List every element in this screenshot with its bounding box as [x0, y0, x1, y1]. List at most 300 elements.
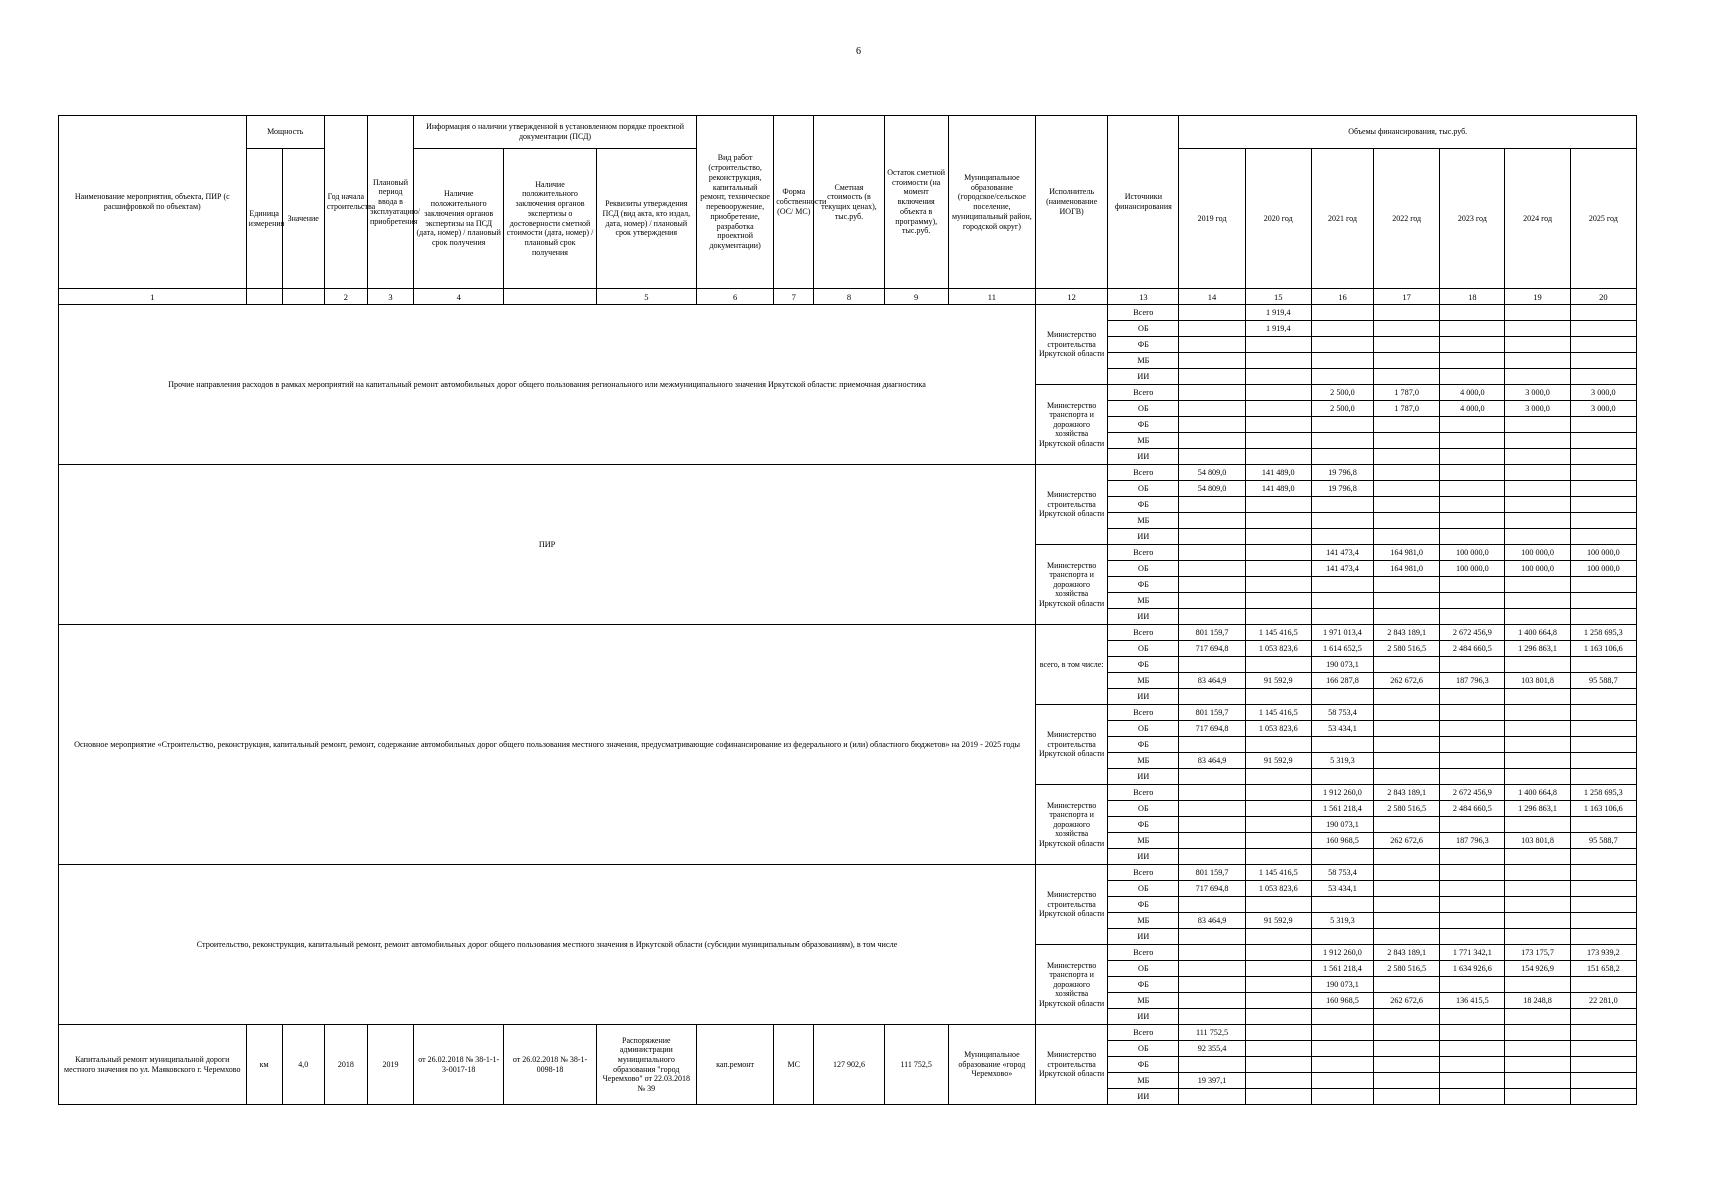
source-cell: МБ [1108, 673, 1179, 689]
value-cell [1570, 593, 1636, 609]
value-cell: 160 968,5 [1311, 833, 1373, 849]
column-number: 16 [1311, 289, 1373, 305]
value-cell: 1 053 823,6 [1245, 641, 1311, 657]
value-cell [1505, 513, 1570, 529]
value-cell [1311, 689, 1373, 705]
column-number: 4 [414, 289, 504, 305]
value-cell [1440, 529, 1505, 545]
value-cell [1440, 897, 1505, 913]
source-cell: ФБ [1108, 497, 1179, 513]
value-cell [1570, 353, 1636, 369]
value-cell [1374, 449, 1440, 465]
value-cell: 3 000,0 [1505, 385, 1570, 401]
table-row [59, 625, 1637, 641]
value-cell [1505, 721, 1570, 737]
value-cell: 190 073,1 [1311, 817, 1373, 833]
value-cell [1570, 529, 1636, 545]
value-cell [1374, 1041, 1440, 1057]
value-cell [1311, 513, 1373, 529]
header-value: Значение [282, 149, 324, 289]
value-cell: 58 753,4 [1311, 865, 1373, 881]
value-cell: 141 473,4 [1311, 561, 1373, 577]
value-cell [1570, 817, 1636, 833]
header-year: 2020 год [1245, 149, 1311, 289]
value-cell [1179, 1089, 1245, 1105]
value-cell [1570, 849, 1636, 865]
value-cell: 151 658,2 [1570, 961, 1636, 977]
value-cell [1440, 449, 1505, 465]
value-cell [1440, 433, 1505, 449]
value-cell: 2 500,0 [1311, 385, 1373, 401]
value-cell: 1 145 416,5 [1245, 625, 1311, 641]
source-cell: Всего [1108, 945, 1179, 961]
column-number: 1 [59, 289, 247, 305]
executor-cell: Министерство транспорта и дорожного хозяйства Иркутской области [1036, 945, 1108, 1025]
source-cell: ИИ [1108, 1009, 1179, 1025]
value-cell [1440, 513, 1505, 529]
value-cell [1440, 497, 1505, 513]
table-row [59, 865, 1637, 881]
value-cell [1570, 577, 1636, 593]
column-number [282, 289, 324, 305]
value-cell: 1 771 342,1 [1440, 945, 1505, 961]
value-cell [1505, 865, 1570, 881]
value-cell [1179, 961, 1245, 977]
column-number: 20 [1570, 289, 1636, 305]
value-cell: 717 694,8 [1179, 641, 1245, 657]
value-cell [1311, 433, 1373, 449]
value-cell [1570, 977, 1636, 993]
value-cell [1374, 465, 1440, 481]
source-cell: ФБ [1108, 1057, 1179, 1073]
value-cell [1374, 977, 1440, 993]
value-cell [1505, 417, 1570, 433]
value-cell [1570, 897, 1636, 913]
page-number: 6 [856, 46, 861, 57]
value-cell [1245, 1089, 1311, 1105]
section-name: Основное мероприятие «Строительство, реконструкция, капитальный ремонт, ремонт, содержание автомобильных дорог общего пользования местного значения, предусматривающие софинансирование из федерального и (или) областного бюджетов» на 2019 - 2025 годы [59, 625, 1036, 865]
value-cell [1179, 433, 1245, 449]
value-cell: 103 801,8 [1505, 673, 1570, 689]
value-cell [1245, 433, 1311, 449]
value-cell [1245, 849, 1311, 865]
value-cell [1374, 705, 1440, 721]
value-cell [1245, 1025, 1311, 1041]
object-plan-period: 2019 [367, 1025, 413, 1105]
source-cell: ИИ [1108, 929, 1179, 945]
value-cell [1179, 609, 1245, 625]
value-cell [1245, 369, 1311, 385]
value-cell: 1 634 926,6 [1440, 961, 1505, 977]
financing-table [58, 115, 1637, 1105]
value-cell [1179, 337, 1245, 353]
value-cell: 2 843 189,1 [1374, 945, 1440, 961]
section-name: Строительство, реконструкция, капитальный ремонт, ремонт автомобильных дорог общего пользования местного значения в Иркутской области (субсидии муниципальным образованиям), в том числе [59, 865, 1036, 1025]
value-cell [1505, 1025, 1570, 1041]
header-executor: Исполнитель (наименование ИОГВ) [1036, 116, 1108, 289]
value-cell [1505, 433, 1570, 449]
value-cell [1505, 881, 1570, 897]
source-cell: МБ [1108, 913, 1179, 929]
value-cell: 187 796,3 [1440, 673, 1505, 689]
source-cell: Всего [1108, 705, 1179, 721]
value-cell: 141 473,4 [1311, 545, 1373, 561]
header-estimate: Сметная стоимость (в текущих ценах), тыс.руб. [814, 116, 884, 289]
value-cell [1311, 417, 1373, 433]
source-cell: Всего [1108, 865, 1179, 881]
header-capacity: Мощность [246, 116, 324, 149]
value-cell [1570, 1073, 1636, 1089]
value-cell [1245, 689, 1311, 705]
value-cell [1245, 961, 1311, 977]
value-cell [1440, 721, 1505, 737]
value-cell [1440, 817, 1505, 833]
header-psd-cost-expertise: Наличие положительного заключения органов экспертизы о достоверности сметной стоимости (дата, номер) / плановый срок получения [504, 149, 596, 289]
value-cell [1311, 337, 1373, 353]
value-cell: 1 258 695,3 [1570, 625, 1636, 641]
value-cell [1440, 353, 1505, 369]
value-cell: 190 073,1 [1311, 657, 1373, 673]
source-cell: ФБ [1108, 897, 1179, 913]
value-cell [1374, 305, 1440, 321]
value-cell [1570, 369, 1636, 385]
value-cell [1245, 945, 1311, 961]
value-cell [1440, 849, 1505, 865]
value-cell [1440, 769, 1505, 785]
value-cell [1505, 897, 1570, 913]
value-cell [1440, 369, 1505, 385]
value-cell: 91 592,9 [1245, 913, 1311, 929]
value-cell [1570, 881, 1636, 897]
value-cell [1505, 593, 1570, 609]
header-year: 2021 год [1311, 149, 1373, 289]
value-cell [1245, 1057, 1311, 1073]
value-cell: 136 415,5 [1440, 993, 1505, 1009]
value-cell: 19 397,1 [1179, 1073, 1245, 1089]
value-cell [1440, 881, 1505, 897]
value-cell: 100 000,0 [1505, 561, 1570, 577]
value-cell [1245, 737, 1311, 753]
header-unit: Единица измерения [246, 149, 282, 289]
value-cell: 2 484 660,5 [1440, 801, 1505, 817]
value-cell: 83 464,9 [1179, 673, 1245, 689]
value-cell [1505, 577, 1570, 593]
value-cell [1440, 1009, 1505, 1025]
value-cell [1179, 801, 1245, 817]
value-cell [1374, 689, 1440, 705]
source-cell: Всего [1108, 625, 1179, 641]
value-cell: 2 843 189,1 [1374, 625, 1440, 641]
value-cell [1505, 465, 1570, 481]
value-cell [1505, 977, 1570, 993]
value-cell [1311, 497, 1373, 513]
value-cell [1311, 369, 1373, 385]
value-cell: 173 175,7 [1505, 945, 1570, 961]
value-cell [1570, 1041, 1636, 1057]
header-start-year: Год начала строительства [324, 116, 367, 289]
source-cell: ОБ [1108, 641, 1179, 657]
header-year: 2023 год [1440, 149, 1505, 289]
value-cell [1570, 481, 1636, 497]
value-cell [1505, 849, 1570, 865]
value-cell [1440, 913, 1505, 929]
value-cell [1440, 1041, 1505, 1057]
value-cell [1311, 609, 1373, 625]
value-cell [1245, 545, 1311, 561]
value-cell: 1 614 652,5 [1311, 641, 1373, 657]
object-name: Капитальный ремонт муниципальной дороги местного значения по ул. Маяковского г. Черемхово [59, 1025, 247, 1105]
value-cell [1311, 305, 1373, 321]
header-sources: Источники финансирования [1108, 116, 1179, 289]
value-cell: 164 981,0 [1374, 545, 1440, 561]
value-cell: 3 000,0 [1570, 385, 1636, 401]
value-cell [1179, 321, 1245, 337]
value-cell [1505, 1089, 1570, 1105]
value-cell: 92 355,4 [1179, 1041, 1245, 1057]
value-cell [1374, 481, 1440, 497]
value-cell: 83 464,9 [1179, 913, 1245, 929]
value-cell [1245, 513, 1311, 529]
value-cell [1374, 433, 1440, 449]
value-cell [1570, 337, 1636, 353]
object-value: 4,0 [282, 1025, 324, 1105]
source-cell: ИИ [1108, 769, 1179, 785]
value-cell: 91 592,9 [1245, 753, 1311, 769]
source-cell: ОБ [1108, 561, 1179, 577]
value-cell: 160 968,5 [1311, 993, 1373, 1009]
object-ownership: МС [774, 1025, 814, 1105]
value-cell: 3 000,0 [1505, 401, 1570, 417]
value-cell [1570, 1025, 1636, 1041]
value-cell: 4 000,0 [1440, 385, 1505, 401]
value-cell [1440, 657, 1505, 673]
value-cell [1179, 977, 1245, 993]
source-cell: МБ [1108, 993, 1179, 1009]
value-cell: 100 000,0 [1505, 545, 1570, 561]
column-number: 14 [1179, 289, 1245, 305]
value-cell [1440, 1025, 1505, 1041]
column-number: 7 [774, 289, 814, 305]
column-number: 18 [1440, 289, 1505, 305]
object-psd-expertise: от 26.02.2018 № 38-1-1-3-0017-18 [414, 1025, 504, 1105]
header-remainder: Остаток сметной стоимости (на момент включения объекта в программу), тыс.руб. [884, 116, 948, 289]
value-cell [1374, 753, 1440, 769]
value-cell: 1 787,0 [1374, 401, 1440, 417]
value-cell: 103 801,8 [1505, 833, 1570, 849]
object-estimate: 127 902,6 [814, 1025, 884, 1105]
value-cell [1374, 1009, 1440, 1025]
value-cell [1505, 913, 1570, 929]
header-year: 2022 год [1374, 149, 1440, 289]
value-cell: 1 053 823,6 [1245, 721, 1311, 737]
value-cell: 4 000,0 [1440, 401, 1505, 417]
value-cell [1374, 369, 1440, 385]
value-cell: 53 434,1 [1311, 881, 1373, 897]
value-cell: 91 592,9 [1245, 673, 1311, 689]
executor-cell: Министерство строительства Иркутской области [1036, 865, 1108, 945]
column-number: 9 [884, 289, 948, 305]
value-cell: 1 787,0 [1374, 385, 1440, 401]
value-cell [1505, 1009, 1570, 1025]
source-cell: ИИ [1108, 529, 1179, 545]
value-cell: 190 073,1 [1311, 977, 1373, 993]
value-cell [1245, 929, 1311, 945]
value-cell [1505, 689, 1570, 705]
value-cell [1505, 497, 1570, 513]
column-number: 3 [367, 289, 413, 305]
table-row [59, 1025, 1637, 1041]
value-cell [1374, 721, 1440, 737]
source-cell: МБ [1108, 1073, 1179, 1089]
value-cell [1570, 913, 1636, 929]
value-cell: 1 971 013,4 [1311, 625, 1373, 641]
value-cell: 141 489,0 [1245, 481, 1311, 497]
value-cell [1440, 1057, 1505, 1073]
source-cell: ОБ [1108, 1041, 1179, 1057]
value-cell: 111 752,5 [1179, 1025, 1245, 1041]
value-cell [1179, 929, 1245, 945]
header-psd-requisites: Реквизиты утверждения ПСД (вид акта, кто издал, дата, номер) / плановый срок утверждения [596, 149, 696, 289]
value-cell [1374, 513, 1440, 529]
header-ownership: Форма собственности (ОС/ МС) [774, 116, 814, 289]
source-cell: ФБ [1108, 417, 1179, 433]
source-cell: ОБ [1108, 721, 1179, 737]
value-cell [1440, 337, 1505, 353]
header-psd-info: Информация о наличии утвержденной в установленном порядке проектной документации (ПСД) [414, 116, 697, 149]
value-cell [1440, 1073, 1505, 1089]
value-cell: 1 400 664,8 [1505, 785, 1570, 801]
value-cell [1245, 897, 1311, 913]
value-cell [1374, 1089, 1440, 1105]
value-cell [1245, 449, 1311, 465]
value-cell: 1 912 260,0 [1311, 945, 1373, 961]
value-cell [1179, 689, 1245, 705]
value-cell [1440, 577, 1505, 593]
value-cell: 2 580 516,5 [1374, 961, 1440, 977]
value-cell [1311, 1041, 1373, 1057]
value-cell [1374, 737, 1440, 753]
value-cell: 262 672,6 [1374, 993, 1440, 1009]
value-cell [1245, 385, 1311, 401]
value-cell [1374, 577, 1440, 593]
value-cell [1179, 417, 1245, 433]
value-cell [1440, 929, 1505, 945]
table-row [59, 465, 1637, 481]
value-cell: 141 489,0 [1245, 465, 1311, 481]
value-cell [1570, 1089, 1636, 1105]
source-cell: МБ [1108, 593, 1179, 609]
value-cell [1570, 769, 1636, 785]
value-cell [1245, 529, 1311, 545]
value-cell [1440, 705, 1505, 721]
value-cell [1440, 465, 1505, 481]
value-cell [1179, 577, 1245, 593]
value-cell [1245, 577, 1311, 593]
value-cell [1505, 305, 1570, 321]
value-cell [1570, 513, 1636, 529]
value-cell: 5 319,3 [1311, 913, 1373, 929]
column-number: 6 [696, 289, 773, 305]
value-cell: 54 809,0 [1179, 465, 1245, 481]
value-cell [1311, 769, 1373, 785]
value-cell [1311, 593, 1373, 609]
source-cell: ФБ [1108, 977, 1179, 993]
value-cell [1311, 1025, 1373, 1041]
source-cell: ФБ [1108, 737, 1179, 753]
value-cell: 801 159,7 [1179, 705, 1245, 721]
value-cell [1374, 497, 1440, 513]
source-cell: ОБ [1108, 881, 1179, 897]
value-cell [1311, 449, 1373, 465]
value-cell: 2 580 516,5 [1374, 641, 1440, 657]
value-cell [1179, 305, 1245, 321]
value-cell [1245, 353, 1311, 369]
source-cell: Всего [1108, 545, 1179, 561]
column-number: 13 [1108, 289, 1179, 305]
source-cell: ИИ [1108, 689, 1179, 705]
object-executor: Министерство строительства Иркутской области [1036, 1025, 1108, 1105]
source-cell: ОБ [1108, 961, 1179, 977]
financing-table-sheet [58, 115, 1637, 1105]
value-cell [1179, 593, 1245, 609]
value-cell [1374, 881, 1440, 897]
object-psd-cost-expertise: от 26.02.2018 № 38-1-0098-18 [504, 1025, 596, 1105]
source-cell: МБ [1108, 513, 1179, 529]
value-cell [1505, 529, 1570, 545]
value-cell [1245, 1073, 1311, 1089]
value-cell [1440, 1089, 1505, 1105]
value-cell [1245, 657, 1311, 673]
table-row [59, 305, 1637, 321]
value-cell: 1 296 863,1 [1505, 801, 1570, 817]
value-cell [1374, 1025, 1440, 1041]
value-cell [1311, 1009, 1373, 1025]
value-cell: 717 694,8 [1179, 881, 1245, 897]
value-cell [1179, 401, 1245, 417]
value-cell [1374, 817, 1440, 833]
value-cell [1505, 737, 1570, 753]
object-work-type: кап.ремонт [696, 1025, 773, 1105]
value-cell [1440, 593, 1505, 609]
value-cell [1245, 785, 1311, 801]
value-cell: 1 919,4 [1245, 321, 1311, 337]
value-cell: 187 796,3 [1440, 833, 1505, 849]
value-cell [1440, 737, 1505, 753]
value-cell [1179, 849, 1245, 865]
value-cell [1505, 1057, 1570, 1073]
value-cell [1179, 897, 1245, 913]
column-number [504, 289, 596, 305]
executor-cell: Министерство транспорта и дорожного хозяйства Иркутской области [1036, 545, 1108, 625]
header-name: Наименование мероприятия, объекта, ПИР (с расшифровкой по объектам) [59, 116, 247, 289]
value-cell [1245, 1041, 1311, 1057]
header-psd-expertise: Наличие положительного заключения органов экспертизы на ПСД (дата, номер) / плановый срок получения [414, 149, 504, 289]
source-cell: Всего [1108, 785, 1179, 801]
section-name: Прочие направления расходов в рамках мероприятий на капитальный ремонт автомобильных дорог общего пользования регионального или межмуниципального значения Иркутской области: приемочная диагностика [59, 305, 1036, 465]
value-cell [1505, 657, 1570, 673]
source-cell: ИИ [1108, 369, 1179, 385]
column-number [246, 289, 282, 305]
value-cell [1179, 545, 1245, 561]
value-cell [1179, 513, 1245, 529]
value-cell [1245, 609, 1311, 625]
value-cell [1311, 1089, 1373, 1105]
source-cell: ОБ [1108, 481, 1179, 497]
value-cell [1570, 433, 1636, 449]
value-cell [1179, 657, 1245, 673]
source-cell: ФБ [1108, 337, 1179, 353]
value-cell [1245, 337, 1311, 353]
